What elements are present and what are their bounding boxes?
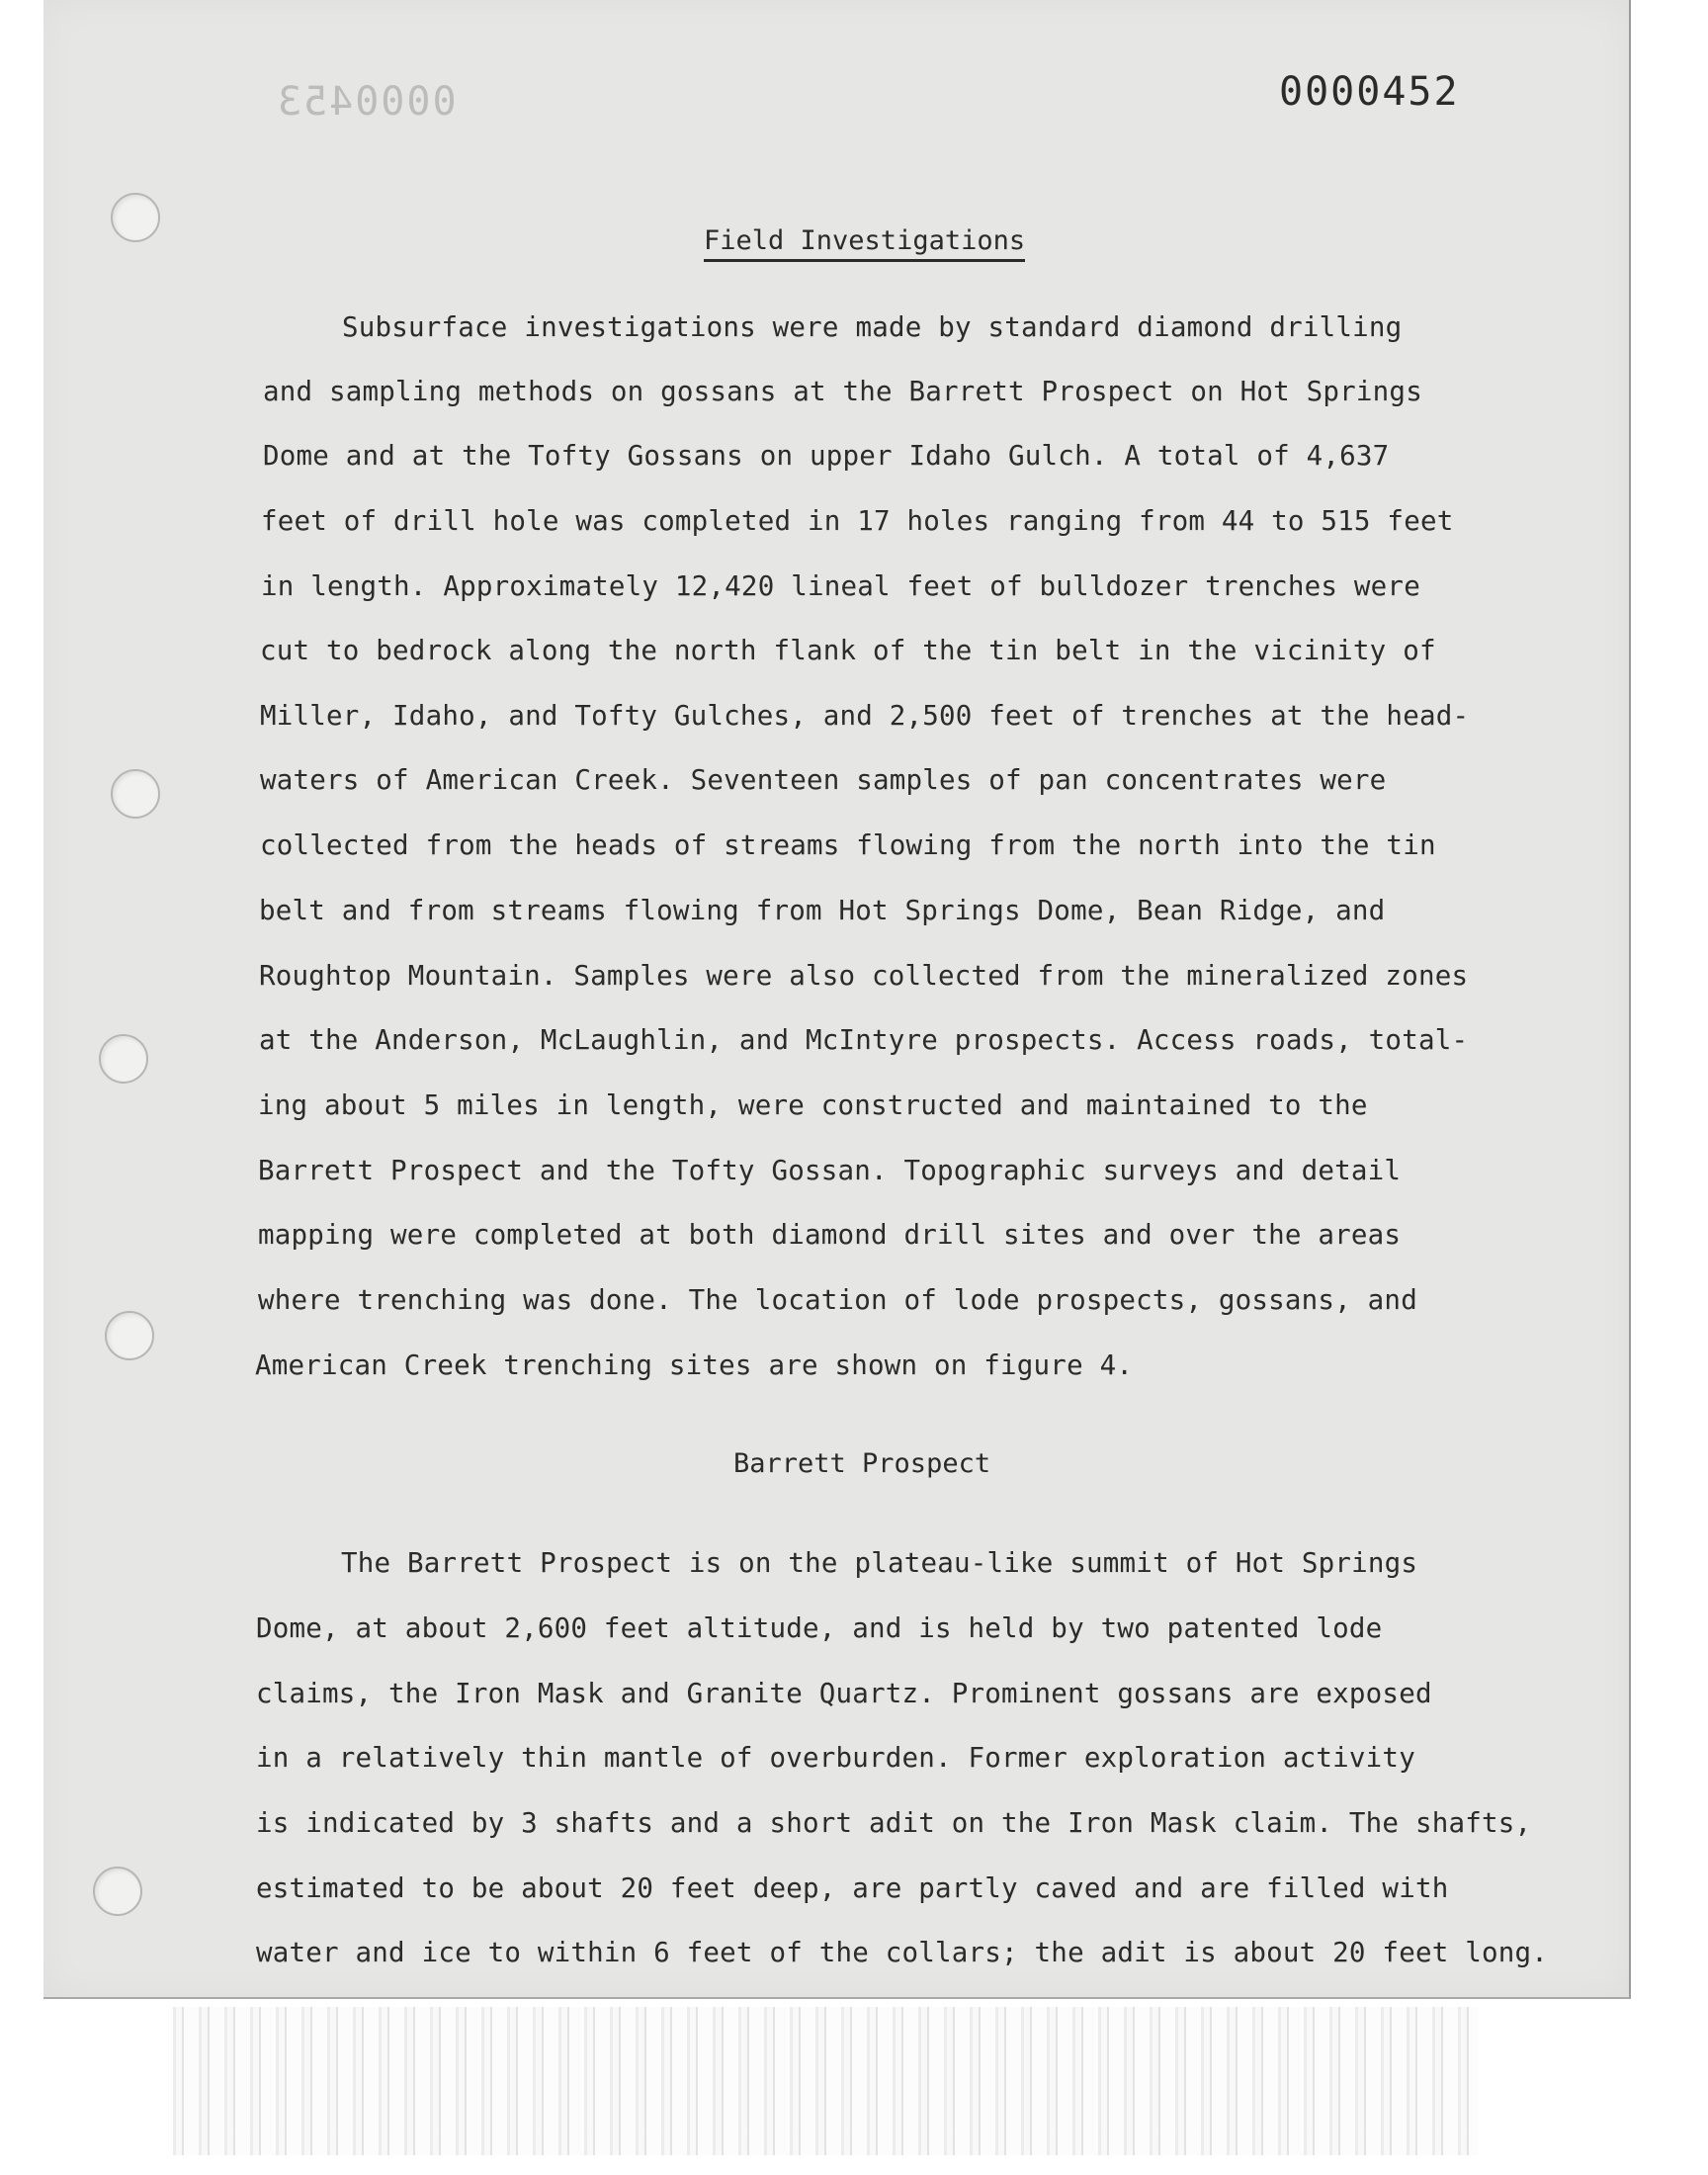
text-line: feet of drill hole was completed in 17 holes ranging from 44 to 515 feet — [261, 505, 1454, 537]
text-line: estimated to be about 20 feet deep, are partly caved and are filled with — [256, 1872, 1449, 1904]
text-line: Barrett Prospect and the Tofty Gossan. Topographic surveys and detail — [258, 1155, 1402, 1186]
section-heading: Field Investigations — [704, 225, 1025, 262]
punch-hole — [111, 769, 160, 819]
document-page — [43, 0, 1631, 1999]
punch-hole — [99, 1034, 148, 1084]
text-line: in length. Approximately 12,420 lineal feet of bulldozer trenches were — [261, 570, 1420, 602]
text-line: collected from the heads of streams flowing from the north into the tin — [260, 829, 1436, 861]
text-line: is indicated by 3 shafts and a short adit on the Iron Mask claim. The shafts, — [256, 1807, 1532, 1839]
text-line: waters of American Creek. Seventeen samples of pan concentrates were — [260, 764, 1387, 796]
bleed-through-page-number: 0000453 — [276, 79, 457, 125]
subheading: Barrett Prospect — [733, 1448, 991, 1479]
text-line: where trenching was done. The location of lode prospects, gossans, and — [258, 1284, 1417, 1316]
text-line: The Barrett Prospect is on the plateau-like summit of Hot Springs — [341, 1547, 1418, 1579]
text-line: Miller, Idaho, and Tofty Gulches, and 2,500 feet of trenches at the head- — [260, 700, 1470, 732]
punch-hole — [111, 193, 160, 242]
text-line: claims, the Iron Mask and Granite Quartz. Prominent gossans are exposed — [256, 1678, 1432, 1709]
page-number: 0000452 — [1279, 69, 1460, 115]
text-line: water and ice to within 6 feet of the collars; the adit is about 20 feet long. — [256, 1937, 1548, 1968]
text-line: Dome and at the Tofty Gossans on upper Idaho Gulch. A total of 4,637 — [263, 440, 1390, 472]
text-line: at the Anderson, McLaughlin, and McIntyre prospects. Access roads, total- — [259, 1024, 1469, 1056]
scanner-edge-artifact — [173, 2007, 1478, 2155]
text-line: Roughtop Mountain. Samples were also collected from the mineralized zones — [259, 960, 1469, 992]
text-line: cut to bedrock along the north flank of the tin belt in the vicinity of — [260, 635, 1436, 666]
text-line: American Creek trenching sites are shown on figure 4. — [255, 1349, 1134, 1381]
text-line: in a relatively thin mantle of overburden. Former exploration activity — [256, 1742, 1415, 1774]
text-line: Dome, at about 2,600 feet altitude, and is held by two patented lode — [256, 1612, 1383, 1644]
text-line: ing about 5 miles in length, were constructed and maintained to the — [258, 1089, 1368, 1121]
punch-hole — [105, 1311, 154, 1360]
text-line: belt and from streams flowing from Hot Springs Dome, Bean Ridge, and — [259, 895, 1386, 926]
text-line: mapping were completed at both diamond drill sites and over the areas — [258, 1219, 1402, 1251]
text-line: and sampling methods on gossans at the Barrett Prospect on Hot Springs — [263, 376, 1422, 407]
punch-hole — [93, 1867, 142, 1916]
text-line: Subsurface investigations were made by standard diamond drilling — [342, 311, 1403, 343]
